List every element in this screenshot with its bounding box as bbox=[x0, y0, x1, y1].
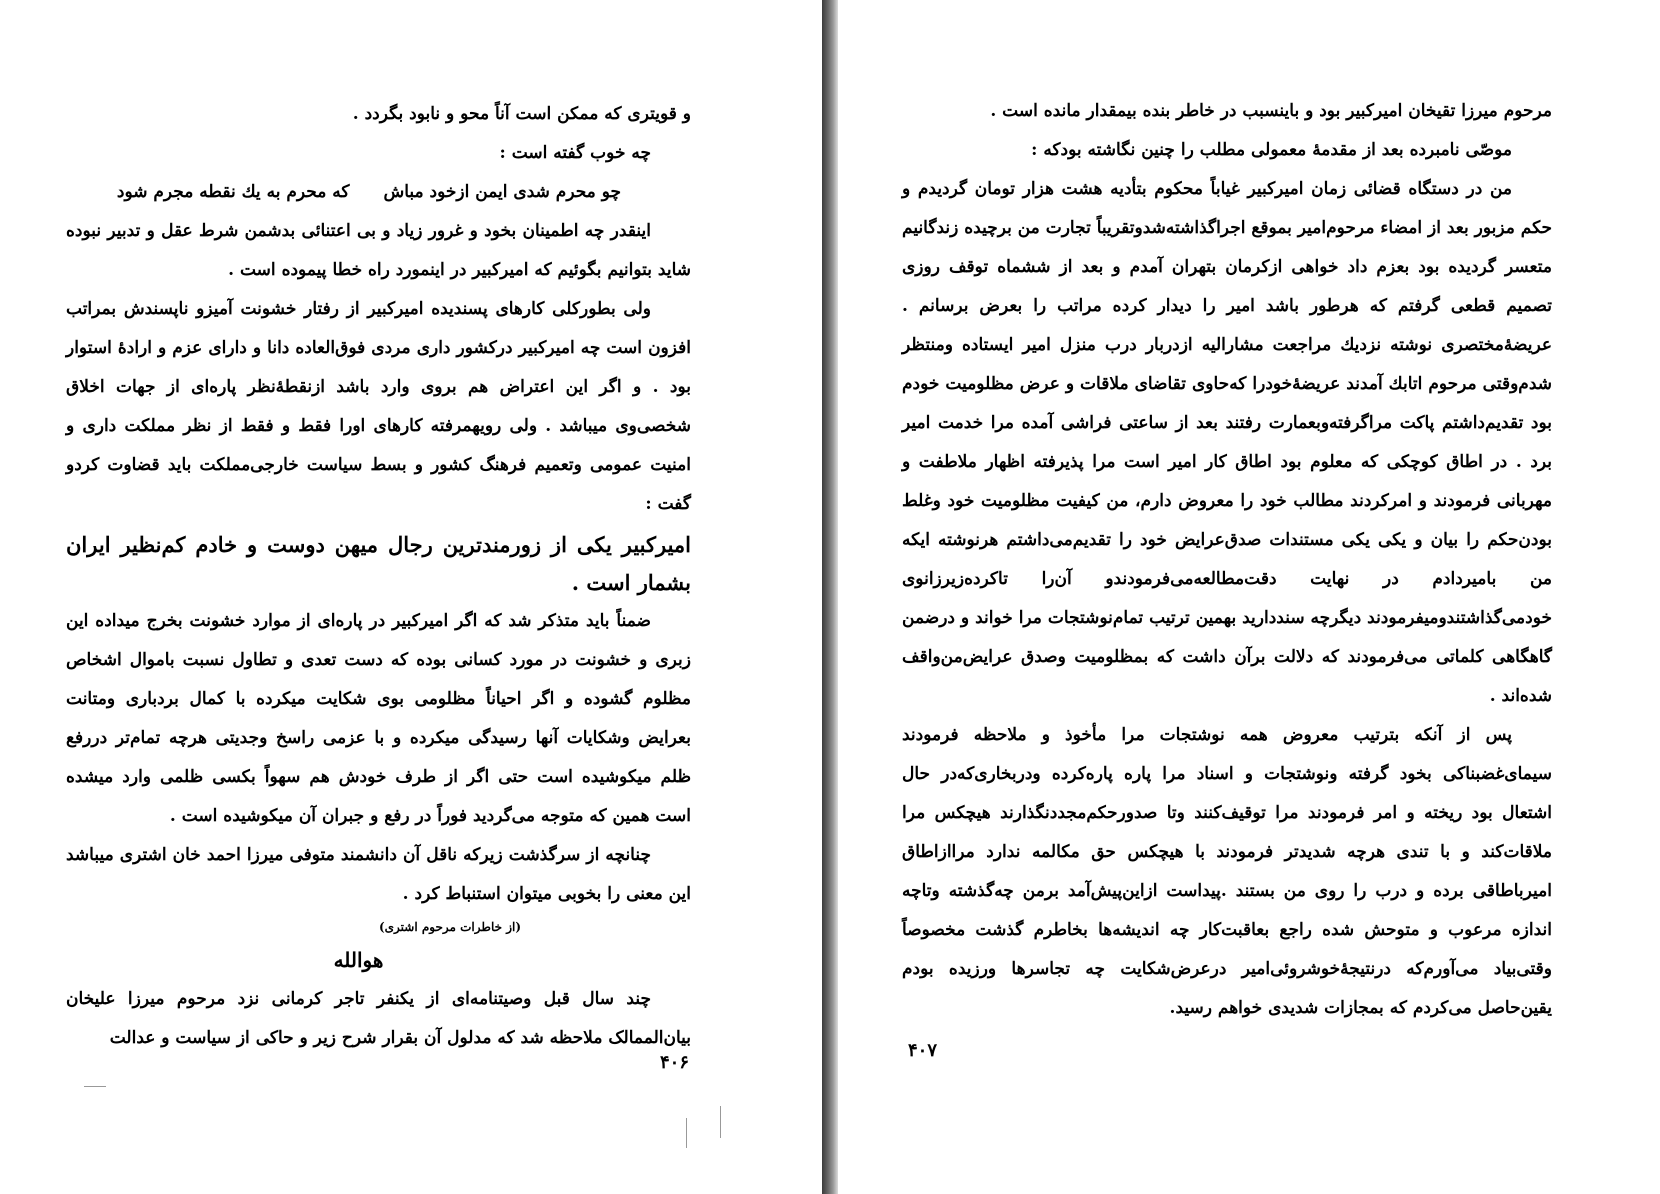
paragraph: ضمناً باید متذکر شد که اگر امیرکبیر در پاره‌ای از موارد خشونت بخرج میداده این زبری و خشونت در مورد کسانی بوده که دست تعدی و تطاول نسبت باموال اشخاص مظلوم گشوده و اگر احیاناً مظلومی بوی شکایت میکرده با کمال بردباری ومتانت بعرایض وشکایات آنها رسیدگی میکرده و با عزمی راسخ وجدیتی هرچه تمام‌تر دررفع ظلم میکوشیده است حتی اگر از طرف خودش هم سهواً بکسی ظلمی وارد میشده است همین که متوجه می‌گردید فوراً در رفع و جبران آن میکوشیده است . bbox=[66, 611, 691, 826]
paragraph: و قویتری که ممکن است آناً محو و نابود بگردد . bbox=[352, 104, 691, 124]
verse-first-hemistich: چو محرم شدی ایمن ازخود مباش bbox=[383, 182, 621, 202]
paragraph: من در دستگاه قضائی زمان امیرکبیر غیاباً محکوم بتأدیه هشت هزار تومان گردیدم و حکم مزبور بعد از امضاء مرحوم‌امیر بموقع اجراگذاشته‌شدوتقریباً تجارت من برچیده زندگانیم متعسر گردیده بود بعزم داد خواهی ازکرمان بتهران آمدم و بعد از ششماه توقف روزی تصمیم قطعی گرفتم که هرطور باشد امیر را دیدار کرده مراتب را بعرض برسانم . عریضهٔ‌مختصری نوشته نزدیك مراجعت مشارالیه ازدربار درب منزل امیر ایستاده ومنتظر شدم‌وقتی مرحوم اتابك آمدند عریضهٔ‌خودرا که‌حاوی تقاضای ملاقات و عرض مظلومیت خودم بود تقدیم‌داشتم پاکت مراگرفته‌وبعمارت رفتند بعد از ساعتی فراشی آمده مرا خدمت امیر برد . در اطاق کوچکی که معلوم بود اطاق کار امیر است مرا پذیرفته اظهار ملاطفت و مهربانی فرمودند و امرکردند مطالب خود را معروض دارم، من کیفیت مظلومیت خود وغلط بودن‌حکم را بیان و یکی یکی مستندات صدق‌عرایض خود را تقدیم‌می‌داشتم هرنوشته ایکه من بامیردادم در نهایت دقت‌مطالعه‌می‌فرمودندو آن‌را تاکرده‌زیرزانوی خودمی‌گذاشتندومیفرمودند دیگرچه سندداريد بهمین ترتیب تمام‌نوشتجات مرا خواند و درضمن گاهگاهی کلماتی می‌فرمودند که دلالت برآن داشت که بمظلومیت وصدق عرایض‌من‌واقف شده‌اند . bbox=[902, 179, 1552, 706]
verse bbox=[66, 173, 691, 212]
paragraph: مرحوم میرزا تقیخان امیرکبیر بود و باینسبب در خاطر بنده بیمقدار مانده است . bbox=[990, 101, 1552, 121]
citation: (از خاطرات مرحوم اشتری) bbox=[378, 920, 521, 934]
scan-artifact bbox=[720, 1106, 721, 1138]
right-page-text bbox=[902, 92, 1552, 1028]
page-number: ۴۰۶ bbox=[660, 1052, 690, 1073]
paragraph: ولی بطورکلی کارهای پسندیده امیرکبیر از رفتار خشونت آمیزو ناپسندش بمراتب افزون است چه امیرکبیر درکشور داری مردی فوق‌العاده دانا و دارای عزم و ارادهٔ استوار بود . و اگر این اعتراض هم بروی وارد باشد ازنقطهٔ‌نظر پاره‌ای از جهات اخلاق شخصی‌وی میباشد . ولی رویهمرفته کارهای اورا فقط و فقط از نظر مملکت داری و امنیت عمومی وتعمیم فرهنگ کشور و بسط سیاست خارجی‌مملکت باید قضاوت کردو گفت : bbox=[66, 299, 691, 514]
paragraph: چند سال قبل وصیتنامه‌ای از یکنفر تاجر کرمانی نزد مرحوم میرزا علیخان بیان‌الممالک ملاحظه شد که مدلول آن بقرار شرح زیر و حاکی از سیاست و عدالت bbox=[66, 989, 691, 1048]
verse-second-hemistich: که محرم به یك نقطه مجرم شود bbox=[116, 182, 350, 202]
paragraph: اینقدر چه اطمینان بخود و غرور زیاد و بی اعتنائی بدشمن شرط عقل و تدبیر نبوده شاید بتوانیم بگوئیم که امیرکبیر در اینمورد راه خطا پیموده است . bbox=[66, 221, 691, 280]
book-gutter bbox=[822, 0, 838, 1194]
paragraph: پس از آنکه بترتیب معروض همه نوشتجات مرا مأخوذ و ملاحظه فرمودند سیمای‌غضبناکی بخود گرفته ونوشتجات و اسناد مرا پاره پاره‌کرده ودربخاری‌که‌در حال اشتعال بود ریخته و امر فرمودند مرا توقیف‌کنند وتا صدورحکم‌مجددنگذارند هیچکس مرا ملاقات‌کند و با تندی هرچه شدیدتر فرمودند با هیچکس حق مکالمه ندارد مراازاطاق امیرباطاقی برده و درب را روی من بستند .پیداست ازاین‌پیش‌آمد برمن چه‌گذشته وتاچه اندازه مرعوب و متوحش شده راجع بعاقبت‌کار چه اندیشه‌ها بخاطرم گذشت مخصوصاً وقتی‌بیاد می‌آورم‌که درنتیجهٔ‌خوشروئی‌امیر درعرض‌شکایت چه تجاسرها ورزیده بودم یقین‌حاصل می‌کردم که بمجازات شدیدی خواهم رسید. bbox=[902, 725, 1552, 1018]
scan-artifact bbox=[686, 1118, 687, 1148]
paragraph: موصّی نامبرده بعد از مقدمهٔ معمولی مطلب را چنین نگاشته بودکه : bbox=[1031, 140, 1512, 160]
left-page bbox=[0, 0, 822, 1194]
emphasized-statement: امیرکبیر یکی از زورمندترین رجال میهن دوست و خادم کم‌نظیر ایران بشمار است . bbox=[66, 532, 691, 595]
page-number: ۴۰۷ bbox=[908, 1040, 938, 1061]
paragraph: چنانچه از سرگذشت زیرکه ناقل آن دانشمند متوفی میرزا احمد خان اشتری میباشد این معنی را بخوبی میتوان استنباط کرد . bbox=[66, 845, 691, 904]
right-page bbox=[838, 0, 1660, 1194]
section-heading: هوالله bbox=[333, 948, 384, 972]
scan-artifact bbox=[84, 1086, 106, 1087]
paragraph: چه خوب گفته است : bbox=[499, 143, 651, 163]
left-page-text bbox=[66, 95, 691, 1058]
